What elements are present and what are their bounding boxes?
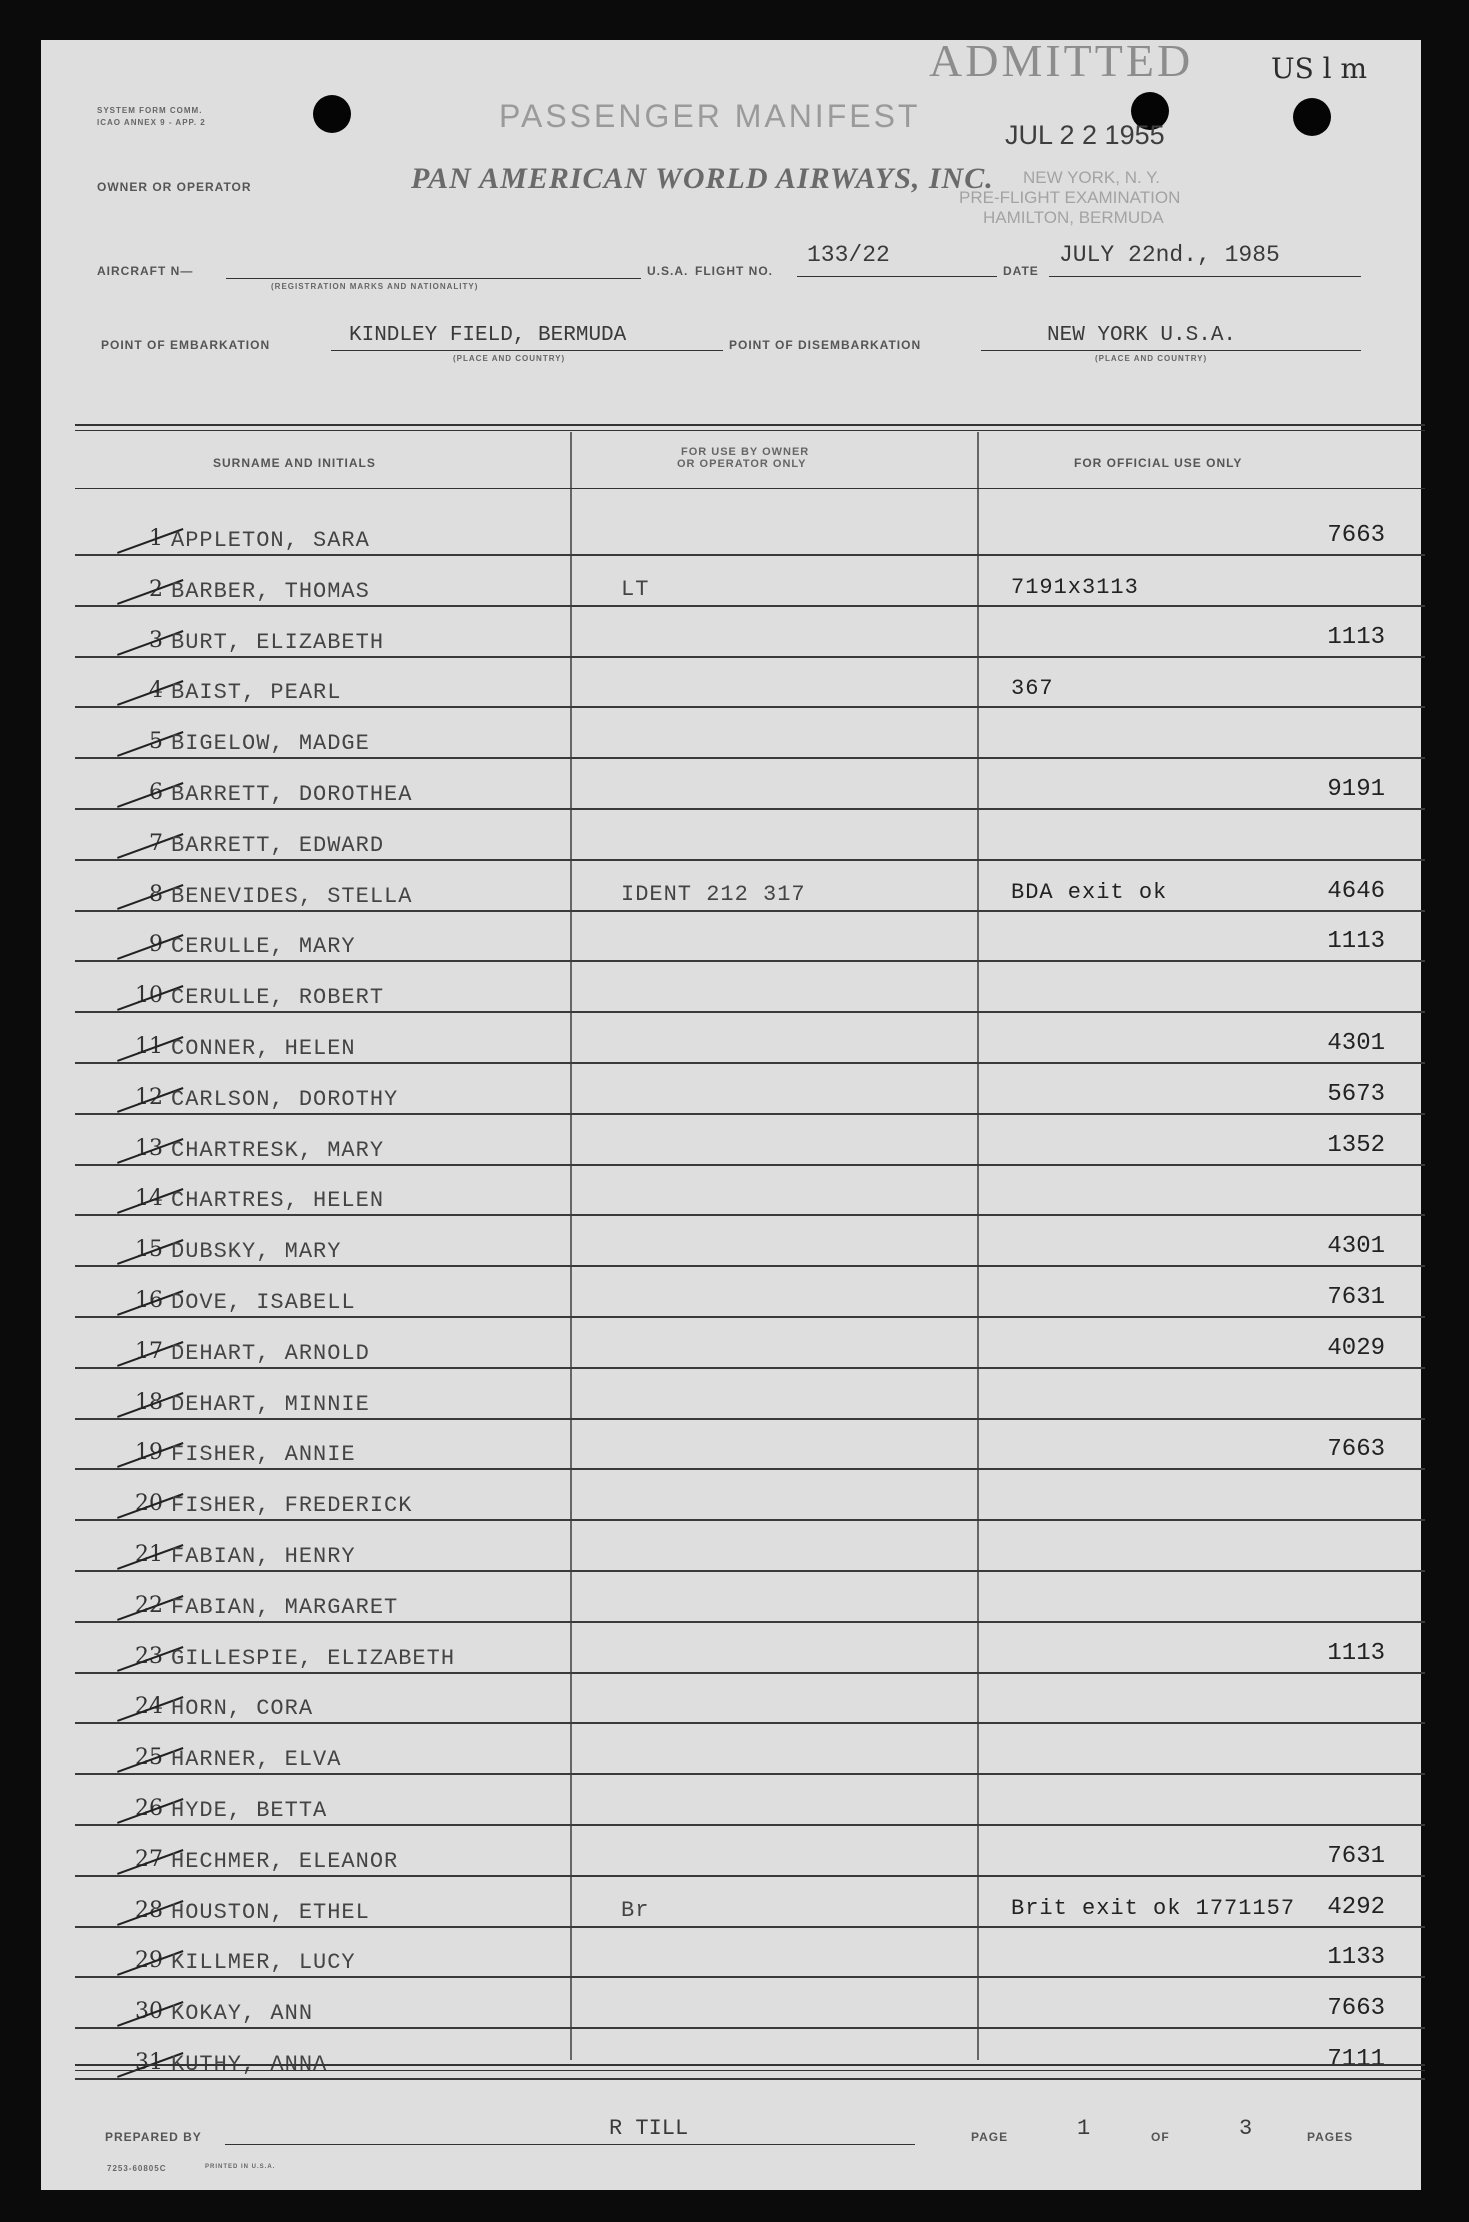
embarkation-value: KINDLEY FIELD, BERMUDA	[349, 324, 627, 347]
official-code: 4292	[1327, 1893, 1385, 1921]
punch-hole-right	[1293, 98, 1331, 136]
official-code: 4646	[1327, 877, 1385, 905]
row-number: 9	[149, 932, 163, 958]
aircraft-label: AIRCRAFT N—	[97, 264, 194, 278]
official-code: 5673	[1327, 1080, 1385, 1108]
column-header-owner-1: FOR USE BY OWNER	[681, 446, 810, 458]
table-bottom-rule	[75, 2064, 1425, 2066]
passenger-name: CARLSON, DOROTHY	[171, 1086, 399, 1112]
row-number: 30	[135, 1999, 163, 2025]
row-rule	[75, 1214, 1425, 1216]
row-rule	[75, 1621, 1425, 1623]
column-header-official: FOR OFFICIAL USE ONLY	[1074, 456, 1243, 470]
owner-label: OWNER OR OPERATOR	[97, 180, 252, 194]
row-rule	[75, 1875, 1425, 1877]
prepared-line	[225, 2144, 915, 2145]
passenger-name: CHARTRESK, MARY	[171, 1137, 385, 1163]
row-number: 17	[135, 1338, 163, 1364]
passenger-name: CERULLE, MARY	[171, 934, 356, 960]
manifest-sheet	[41, 35, 1421, 2190]
row-number: 8	[149, 881, 163, 907]
official-code: 7111	[1327, 2046, 1385, 2073]
date-label: DATE	[1003, 264, 1039, 278]
passenger-name: BARBER, THOMAS	[171, 578, 370, 604]
column-header-surname: SURNAME AND INITIALS	[213, 456, 376, 470]
row-number: 3	[149, 627, 163, 653]
passenger-name: FISHER, FREDERICK	[171, 1493, 413, 1519]
row-number: 12	[135, 1084, 163, 1110]
passenger-name: GILLESPIE, ELIZABETH	[171, 1645, 456, 1671]
row-number: 5	[149, 729, 163, 755]
system-ref-line1: SYSTEM FORM COMM.	[97, 106, 203, 115]
official-code: 7663	[1327, 1995, 1385, 2023]
passenger-name: BIGELOW, MADGE	[171, 731, 370, 757]
row-number: 24	[135, 1694, 163, 1720]
prepared-by-label: PREPARED BY	[105, 2130, 202, 2144]
printed-mark: PRINTED IN U.S.A.	[205, 2164, 276, 2170]
official-code: 7663	[1327, 522, 1385, 549]
official-code: 7631	[1327, 1842, 1385, 1870]
passenger-name: BURT, ELIZABETH	[171, 629, 385, 655]
row-rule	[75, 656, 1425, 658]
passenger-name: HOUSTON, ETHEL	[171, 1899, 370, 1925]
aircraft-sublabel: (REGISTRATION MARKS AND NATIONALITY)	[271, 282, 479, 291]
official-code: 1113	[1327, 928, 1385, 956]
passenger-name: HARNER, ELVA	[171, 1747, 342, 1773]
row-rule	[75, 1976, 1425, 1978]
row-number: 26	[135, 1796, 163, 1821]
official-code: 7663	[1327, 1436, 1385, 1464]
passenger-name: DEHART, MINNIE	[171, 1391, 370, 1417]
row-number: 4	[149, 678, 163, 704]
row-rule	[75, 757, 1425, 759]
row-rule	[75, 1062, 1425, 1064]
passenger-name: BAIST, PEARL	[171, 680, 342, 706]
official-code: 1133	[1327, 1944, 1385, 1972]
system-ref-line2: ICAO ANNEX 9 - APP. 2	[97, 118, 206, 127]
admitted-stamp: ADMITTED	[929, 35, 1194, 86]
embarkation-line	[331, 350, 723, 351]
passenger-name: KOKAY, ANN	[171, 2001, 314, 2027]
passenger-name: KUTHY, ANNA	[171, 2052, 328, 2077]
passenger-name: HYDE, BETTA	[171, 1798, 328, 1823]
row-number: 19	[135, 1440, 163, 1466]
date-line	[1049, 276, 1361, 277]
official-code: 1113	[1327, 623, 1385, 651]
row-rule	[75, 859, 1425, 861]
row-rule	[75, 910, 1425, 912]
row-number: 27	[135, 1846, 163, 1872]
row-rule	[75, 1722, 1425, 1724]
row-number: 18	[135, 1389, 163, 1415]
row-rule	[75, 1519, 1425, 1521]
row-rule	[75, 1367, 1425, 1369]
column-divider-1	[570, 432, 572, 2060]
passenger-name: DOVE, ISABELL	[171, 1290, 356, 1315]
official-note: Brit exit ok 1771157	[1011, 1895, 1296, 1921]
row-rule	[75, 605, 1425, 607]
flight-label: FLIGHT NO.	[695, 264, 773, 278]
row-number: 25	[135, 1745, 163, 1771]
pages-label: PAGES	[1307, 2130, 1354, 2144]
table-bottom-rule-2	[75, 2070, 1425, 2071]
column-divider-2	[977, 432, 979, 2060]
passenger-name: DEHART, ARNOLD	[171, 1340, 370, 1366]
row-rule	[75, 1672, 1425, 1674]
column-header-owner-2: OR OPERATOR ONLY	[677, 458, 807, 470]
row-number: 28	[135, 1897, 163, 1923]
row-number: 1	[149, 526, 163, 551]
form-number: 7253-60805C	[107, 2164, 167, 2173]
row-rule	[75, 960, 1425, 962]
row-rule	[75, 1570, 1425, 1572]
row-number: 2	[149, 576, 163, 602]
row-number: 20	[135, 1491, 163, 1517]
disembarkation-sublabel: (PLACE AND COUNTRY)	[1095, 354, 1208, 363]
stamp-place: HAMILTON, BERMUDA	[983, 208, 1164, 227]
row-rule	[75, 1164, 1425, 1166]
corner-note: US l m	[1271, 52, 1368, 85]
row-rule	[75, 1773, 1425, 1775]
official-note: BDA exit ok	[1011, 879, 1168, 905]
of-label: OF	[1151, 2130, 1170, 2144]
row-rule	[75, 1011, 1425, 1013]
row-rule	[75, 1824, 1425, 1826]
form-title: PASSENGER MANIFEST	[499, 98, 921, 134]
table-top-rule	[75, 424, 1425, 426]
row-number: 11	[135, 1034, 163, 1059]
owner-note: IDENT 212 317	[621, 881, 806, 907]
airline-name: PAN AMERICAN WORLD AIRWAYS, INC.	[411, 162, 994, 195]
punch-hole-left	[313, 95, 351, 133]
passenger-name: DUBSKY, MARY	[171, 1239, 342, 1265]
official-note: 367	[1011, 676, 1054, 702]
stamp-city: NEW YORK, N. Y.	[1023, 168, 1160, 187]
owner-note: LT	[621, 576, 650, 602]
row-number: 23	[135, 1643, 163, 1669]
row-rule	[75, 554, 1425, 556]
stamp-date: JUL 2 2 1955	[1005, 120, 1165, 150]
aircraft-country: U.S.A.	[647, 264, 689, 278]
stamp-exam: PRE-FLIGHT EXAMINATION	[959, 188, 1181, 207]
passenger-name: BARRETT, EDWARD	[171, 832, 385, 858]
row-number: 22	[135, 1592, 163, 1618]
row-rule	[75, 1468, 1425, 1470]
row-rule	[75, 1418, 1425, 1420]
row-rule	[75, 2078, 1425, 2080]
passenger-name: APPLETON, SARA	[171, 528, 370, 553]
row-rule	[75, 1265, 1425, 1267]
embarkation-label: POINT OF EMBARKATION	[101, 338, 271, 352]
row-number: 21	[135, 1542, 163, 1567]
official-code: 9191	[1327, 776, 1385, 803]
passenger-name: KILLMER, LUCY	[171, 1950, 356, 1976]
row-number: 6	[149, 780, 163, 805]
row-rule	[75, 1926, 1425, 1928]
official-code: 4301	[1327, 1030, 1385, 1057]
passenger-name: HECHMER, ELEANOR	[171, 1848, 399, 1874]
page-label: PAGE	[971, 2130, 1009, 2144]
row-number: 13	[135, 1135, 163, 1161]
disembarkation-line	[981, 350, 1361, 351]
page-number: 1	[1077, 2116, 1091, 2141]
header-bottom-rule	[75, 488, 1425, 489]
passenger-name: BARRETT, DOROTHEA	[171, 782, 413, 807]
owner-note: Br	[621, 1897, 650, 1923]
row-rule	[75, 808, 1425, 810]
official-code: 1352	[1327, 1131, 1385, 1159]
flight-date: JULY 22nd., 1985	[1059, 242, 1280, 268]
row-number: 14	[135, 1186, 163, 1212]
aircraft-line	[226, 278, 641, 279]
row-number: 7	[149, 830, 163, 856]
passenger-name: HORN, CORA	[171, 1696, 314, 1722]
row-number: 29	[135, 1948, 163, 1974]
row-number: 31	[135, 2050, 163, 2075]
passenger-name: FISHER, ANNIE	[171, 1442, 356, 1468]
embarkation-sublabel: (PLACE AND COUNTRY)	[453, 354, 566, 363]
official-code: 1113	[1327, 1639, 1385, 1667]
official-note: 7191x3113	[1011, 574, 1139, 600]
row-rule	[75, 1316, 1425, 1318]
row-number: 10	[135, 983, 163, 1009]
row-number: 16	[135, 1288, 163, 1313]
passenger-name: CONNER, HELEN	[171, 1036, 356, 1061]
passenger-name: CHARTRES, HELEN	[171, 1188, 385, 1214]
disembarkation-value: NEW YORK U.S.A.	[1047, 324, 1237, 347]
flight-line	[797, 276, 997, 277]
page-total: 3	[1239, 2116, 1253, 2141]
flight-number: 133/22	[807, 242, 890, 268]
official-code: 4029	[1327, 1334, 1385, 1362]
table-top-rule-2	[75, 430, 1425, 431]
passenger-name: BENEVIDES, STELLA	[171, 883, 413, 909]
row-number: 15	[135, 1237, 163, 1263]
row-rule	[75, 1113, 1425, 1115]
row-rule	[75, 706, 1425, 708]
passenger-name: FABIAN, HENRY	[171, 1544, 356, 1569]
official-code: 4301	[1327, 1233, 1385, 1261]
passenger-name: FABIAN, MARGARET	[171, 1594, 399, 1620]
passenger-name: CERULLE, ROBERT	[171, 985, 385, 1011]
row-rule	[75, 2027, 1425, 2029]
official-code: 7631	[1327, 1284, 1385, 1311]
prepared-by-value: R TILL	[609, 2116, 689, 2141]
disembarkation-label: POINT OF DISEMBARKATION	[729, 338, 922, 352]
